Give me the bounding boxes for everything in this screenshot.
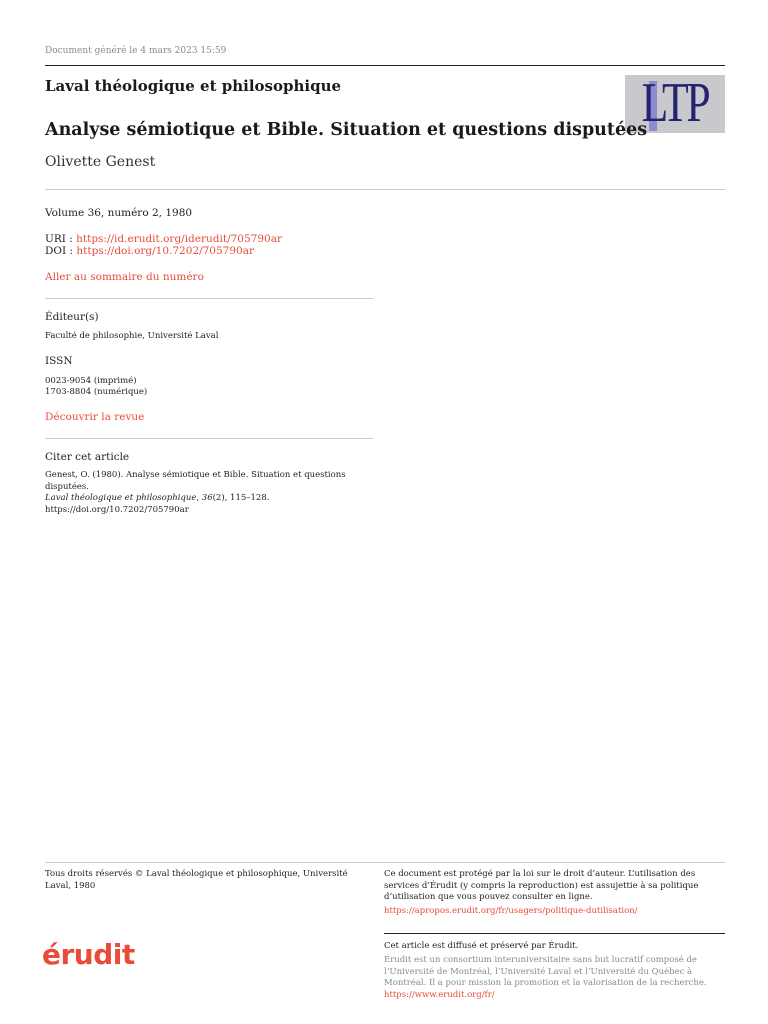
uri-link[interactable]: https://id.erudit.org/iderudit/705790ar: [76, 233, 282, 245]
citation-journal: Laval théologique et philosophique: [45, 493, 197, 503]
footer-rule: [45, 862, 725, 863]
citation-volume: 36: [201, 493, 213, 503]
citation-pages: (2), 115–128.: [212, 493, 270, 503]
policy-link[interactable]: https://apropos.erudit.org/fr/usagers/politique-dutilisation/: [384, 905, 638, 916]
volume-info: Volume 36, numéro 2, 1980: [45, 207, 193, 219]
doi-label: DOI :: [45, 245, 74, 257]
uri-label: URI :: [45, 233, 73, 245]
generated-date: Document généré le 4 mars 2023 15:59: [45, 46, 227, 56]
footer-rule-dark: [384, 933, 725, 934]
cite-label: Citer cet article: [45, 451, 130, 463]
rights-notice: Tous droits réservés © Laval théologique et philosophique, Université Laval, 1980: [45, 869, 348, 891]
doi-link[interactable]: https://doi.org/10.7202/705790ar: [76, 245, 254, 257]
protection-text: Ce document est protégé par la loi sur le droit d’auteur. L’utilisation des services d’Érudit (y compris la reproduction) est assujettie à sa politique d’utilisation que vous pouvez consulter en ligne.: [384, 869, 699, 902]
doi-line: [45, 245, 254, 257]
summary-link[interactable]: Aller au sommaire du numéro: [45, 271, 204, 283]
erudit-logo: érudit: [42, 938, 135, 971]
logo-text: LTP: [641, 75, 709, 133]
journal-name: Laval théologique et philosophique: [45, 77, 342, 95]
protection-notice: [384, 869, 714, 917]
consortium-notice: [384, 955, 714, 1001]
consortium-text: Érudit est un consortium interuniversitaire sans but lucratif composé de l’Université de Montréal, l’Université Laval et l’Université du Québec à Montréal. Il a pour mission la promotion et la valorisation de la recherche.: [384, 955, 707, 988]
erudit-link[interactable]: https://www.erudit.org/fr/: [384, 989, 495, 1000]
citation-doi[interactable]: https://doi.org/10.7202/705790ar: [45, 504, 189, 515]
citation-line1: Genest, O. (1980). Analyse sémiotique et Bible. Situation et questions disputées.: [45, 470, 346, 492]
citation-line2: Laval théologique et philosophique, 36(2), 115–128.: [45, 493, 270, 503]
article-title: Analyse sémiotique et Bible. Situation et questions disputées: [45, 120, 648, 140]
title-divider: [45, 189, 725, 190]
issn-digital: 1703-8804 (numérique): [45, 387, 148, 397]
revue-link[interactable]: Découvrir la revue: [45, 411, 145, 423]
diffuse-notice: Cet article est diffusé et préservé par Érudit.: [384, 941, 579, 951]
header-rule: [45, 65, 725, 66]
publisher-label: Éditeur(s): [45, 311, 99, 323]
issn-print: 0023-9054 (imprimé): [45, 376, 137, 386]
section-divider-1: [45, 298, 373, 299]
article-author: Olivette Genest: [45, 154, 156, 170]
publisher-value: Faculté de philosophie, Université Laval: [45, 331, 219, 341]
citation-text: [45, 470, 385, 516]
uri-line: [45, 233, 282, 245]
section-divider-2: [45, 438, 373, 439]
issn-label: ISSN: [45, 355, 73, 367]
